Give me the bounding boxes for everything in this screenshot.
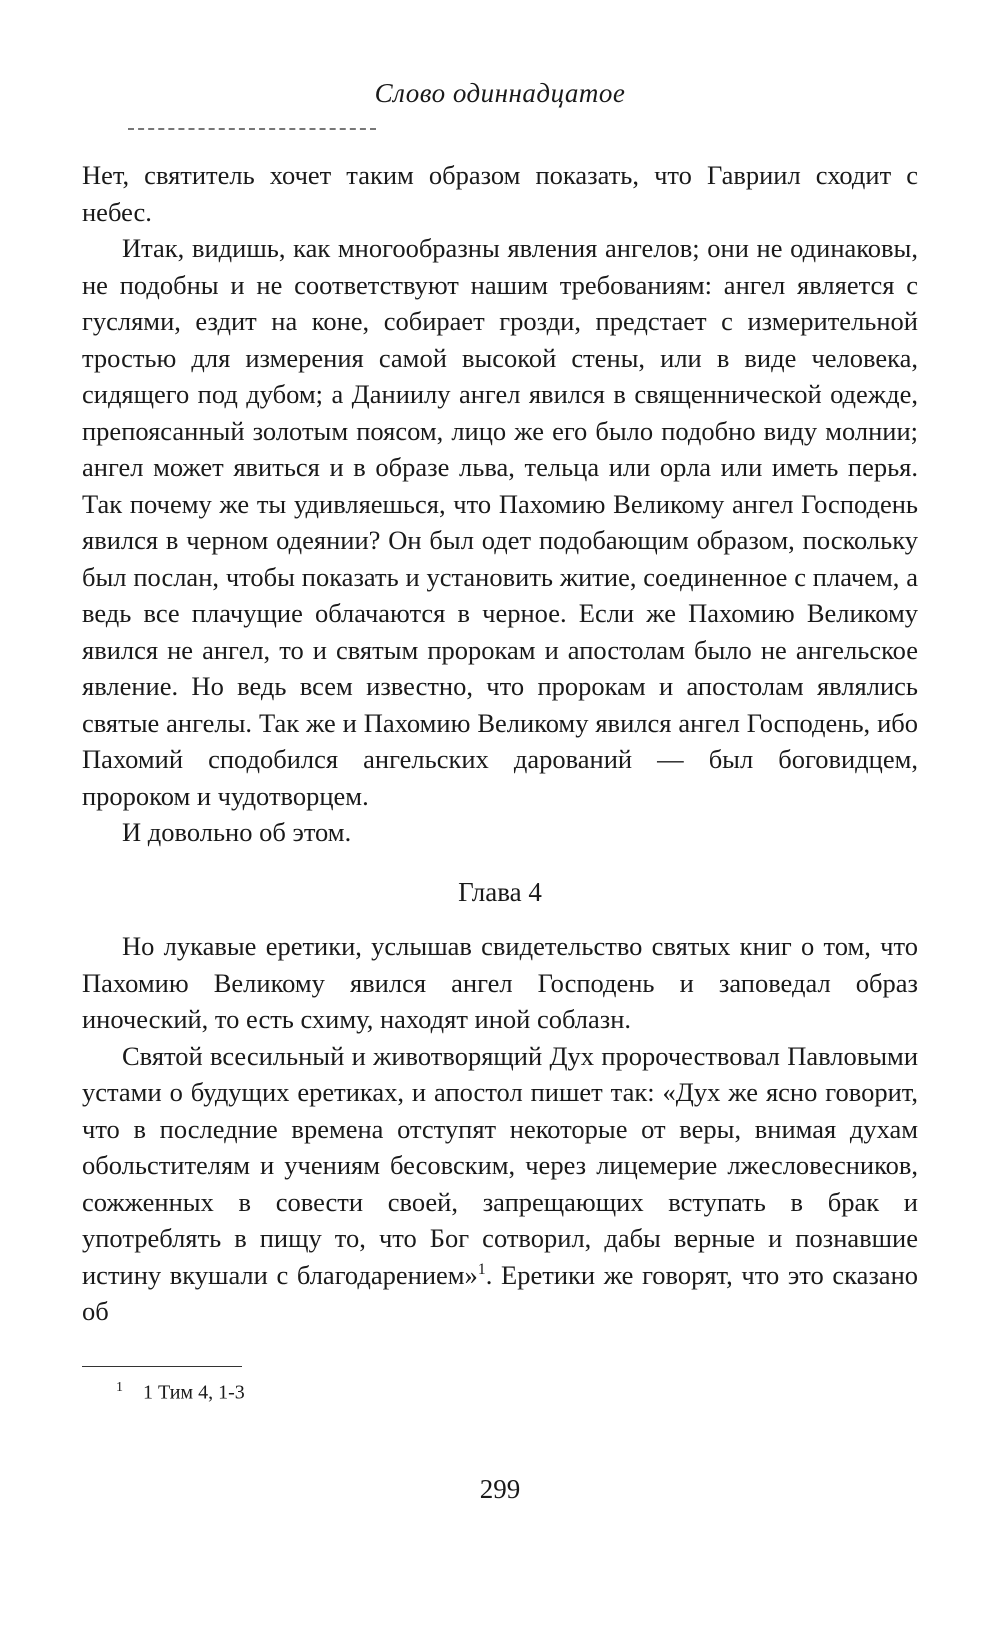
footnote-text: 1 Тим 4, 1-3 <box>143 1381 245 1404</box>
paragraph-2: Итак, видишь, как многообразны явления ангелов; они не одинаковы, не подобны и не соответствуют нашим требованиям: ангел является с гуслями, ездит на коне, собирает грозди, предстает с измерительной тростью для измерения самой высокой стены, или в виде человека, сидящего под дубом; а Даниилу ангел явился в священнической одежде, препоясанный золотым поясом, лицо же его было подобно виду молнии; ангел может явиться и в образе льва, тельца или орла или иметь перья. Так почему же ты удивляешься, что Пахомию Великому ангел Господень явился в черном одеянии? Он был одет подобающим образом, поскольку был послан, чтобы показать и установить житие, соединенное с плачем, а ведь все плачущие облачаются в черное. Если же Пахомию Великому явился не ангел, то и святым пророкам и апостолам было не ангельское явление. Но ведь всем известно, что пророкам и апостолам являлись святые ангелы. Так же и Пахомию Великому явился ангел Господень, ибо Пахомий сподобился ангельских дарований — был боговидцем, пророком и чудотворцем. <box>82 233 918 811</box>
footnote-reference[interactable]: 1 <box>477 1260 486 1278</box>
paragraph-5 <box>82 1038 918 1330</box>
paragraph-5-intro: Святой всесильный и животворящий Дух пророчествовал Павловыми устами о будущих еретиках, и апостол пишет так: <box>82 1040 918 1107</box>
paragraph-4: Но лукавые еретики, услышав свидетельство святых книг о том, что Пахомию Великому явился ангел Господень и заповедал образ иноческий, то есть схиму, находят иной соблазн. <box>82 931 918 1034</box>
footnote <box>116 1380 245 1405</box>
footnote-rule <box>82 1366 242 1367</box>
header-rule <box>128 128 376 130</box>
paragraph-1: Нет, святитель хочет таким образом показать, что Гавриил сходит с небес. <box>82 160 918 227</box>
paragraph-3: И довольно об этом. <box>122 817 352 847</box>
chapter-title: Глава 4 <box>458 876 542 907</box>
running-title: Слово одиннадцатое <box>374 78 626 108</box>
scripture-quote: «Дух же ясно говорит, что в последние времена отступят некоторые от веры, внимая духам обольстителям и учениям бесовским, через лицемерие лжесловесников, сожженных в совести своей, запрещающих вступать в брак и употреблять в пищу то, что Бог сотворил, дабы верные и познавшие истину вкушали с благодарением» <box>82 1077 918 1290</box>
page-number: 299 <box>479 1474 521 1504</box>
paragraph-5-tail: . Еретики же говорят, что это сказано об <box>82 1259 919 1326</box>
footnote-mark: 1 <box>116 1380 123 1395</box>
main-text <box>82 157 918 1330</box>
